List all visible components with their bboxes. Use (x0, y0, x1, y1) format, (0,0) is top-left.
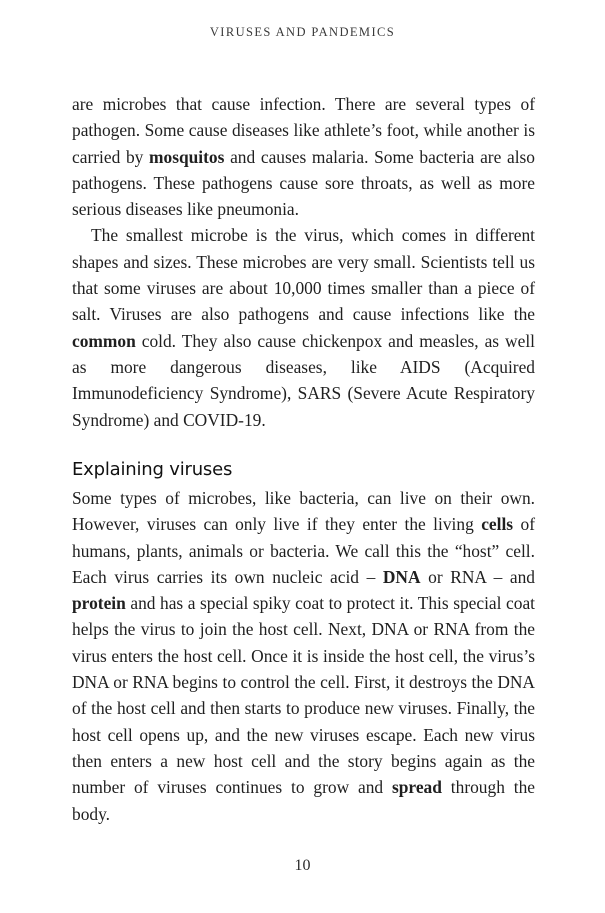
text-run: The smallest microbe is the virus, which comes in different shapes and sizes. These microbes are very small. Scientists tell us that some viruses are about 10,000 times smaller than a piece of salt. Viruses are also pathogens and cause infections like the (72, 225, 535, 325)
body-text-block-lower (72, 485, 535, 827)
text-run: or RNA – and (420, 566, 535, 587)
running-header: VIRUSES AND PANDEMICS (209, 25, 396, 39)
body-text-block-upper (72, 91, 535, 433)
glossary-term-cells: cells (481, 514, 514, 535)
glossary-term-common: common (72, 330, 136, 351)
glossary-term-protein: protein (72, 593, 126, 614)
text-run: and causes malaria. Some bacteria are also pathogens. These pathogens cause sore throats, as well as more serious diseases like pneumonia. (72, 146, 535, 220)
text-run: through the body. (72, 777, 536, 824)
page-number: 10 (294, 857, 311, 874)
text-run: of humans, plants, animals or bacteria. We call this the “host” cell. Each virus carries its own nucleic acid – (72, 514, 535, 587)
text-run: cold. They also cause chickenpox and measles, as well as more dangerous diseases, like AIDS (Acquired Immunodeficiency Syndrome), SARS (Severe Acute Respiratory Syndrome) and COVID-19. (72, 330, 535, 430)
glossary-term-spread: spread (391, 777, 442, 798)
section-heading: Explaining viruses (72, 459, 233, 480)
text-run: and has a special spiky coat to protect it. This special coat helps the virus to join the host cell. Next, DNA or RNA from the virus enters the host cell. Once it is inside the host cell, the virus’s DNA or RNA begins to control the cell. First, it destroys the DNA of the host cell and then starts to produce new viruses. Finally, the host cell opens up, and the new viruses escape. Each new virus then enters a new host cell and the story begins again as the number of viruses continues to grow and (72, 593, 535, 798)
glossary-term-mosquitos: mosquitos (149, 146, 225, 167)
text-run: Some types of microbes, like bacteria, can live on their own. However, viruses can only live if they enter the living (72, 488, 535, 535)
paragraph-pathogens (72, 91, 535, 222)
glossary-term-dna: DNA (382, 566, 421, 587)
paragraph-smallest-microbe (72, 222, 535, 432)
paragraph-explaining-viruses (72, 485, 535, 827)
text-run: are microbes that cause infection. There are several types of pathogen. Some cause diseases like athlete’s foot, while another is carried by (72, 94, 535, 167)
